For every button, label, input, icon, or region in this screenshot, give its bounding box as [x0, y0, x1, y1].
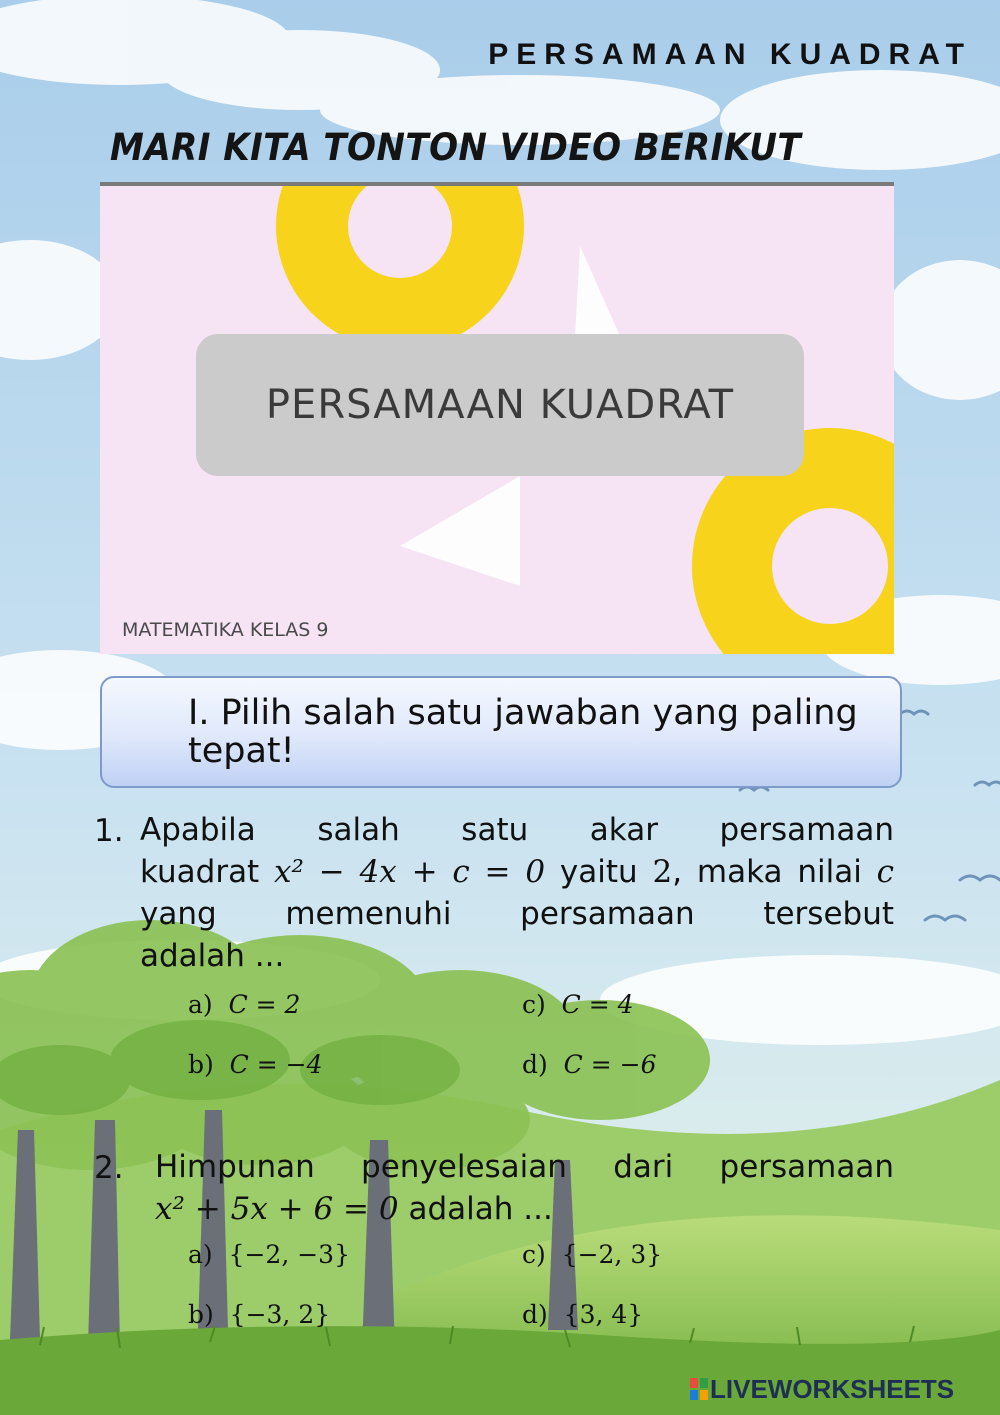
footer-brand-text: LIVEWORKSHEETS [710, 1374, 955, 1404]
video-subtitle: MATEMATIKA KELAS 9 [122, 619, 329, 641]
question-1-line-4: adalah ... [140, 938, 285, 974]
question-2-option-c[interactable] [522, 1240, 662, 1269]
option-text: C = −4 [229, 1050, 323, 1079]
question-1-option-b[interactable] [188, 1050, 323, 1079]
option-text: C = 4 [561, 990, 634, 1019]
question-2-option-d[interactable] [522, 1300, 643, 1329]
question-1-equation: x² − 4x + c = 0 [274, 854, 546, 890]
option-label: b) [188, 1050, 214, 1079]
question-1-line-2 [140, 851, 894, 893]
instruction-text: I. Pilih salah satu jawaban yang paling tepat! [188, 693, 858, 771]
question-1-word-maka: , maka nilai [672, 854, 862, 890]
footer-brand[interactable] [690, 1374, 954, 1405]
question-2-equation: x² + 5x + 6 = 0 [155, 1191, 399, 1227]
instruction-box [100, 676, 902, 788]
video-title-box [196, 334, 804, 476]
video-thumbnail[interactable] [100, 182, 894, 654]
option-text: {−2, −3} [228, 1240, 350, 1269]
question-2-text [155, 1146, 894, 1230]
option-label: a) [188, 1240, 213, 1269]
option-text: {3, 4} [563, 1300, 644, 1329]
question-1-line-1: Apabila salah satu akar persamaan [140, 812, 894, 848]
question-2-word-adalah: adalah ... [398, 1191, 553, 1227]
page-title: PERSAMAAN KUADRAT [488, 38, 972, 71]
option-text: C = 2 [228, 990, 301, 1019]
question-2-line-2 [155, 1188, 894, 1230]
option-text: {−2, 3} [561, 1240, 663, 1269]
option-label: a) [188, 990, 213, 1019]
question-1-option-d[interactable] [522, 1050, 657, 1079]
question-1-line-3: yang memenuhi persamaan tersebut [140, 896, 894, 932]
question-1-text [140, 809, 894, 977]
question-1-option-a[interactable] [188, 990, 300, 1019]
question-1-root-value: 2 [652, 854, 673, 890]
question-2-number: 2. [94, 1150, 124, 1186]
option-text: {−3, 2} [229, 1300, 331, 1329]
question-2-line-1: Himpunan penyelesaian dari persamaan [155, 1149, 894, 1185]
option-label: d) [522, 1050, 548, 1079]
option-text: C = −6 [563, 1050, 657, 1079]
liveworksheets-logo-icon [690, 1378, 708, 1400]
video-title: PERSAMAAN KUADRAT [265, 382, 735, 428]
question-1-variable: c [876, 854, 895, 890]
question-1-word-yaitu: yaitu [559, 854, 638, 890]
option-label: c) [522, 990, 546, 1019]
question-1-number: 1. [94, 813, 124, 849]
question-1-option-c[interactable] [522, 990, 634, 1019]
option-label: b) [188, 1300, 214, 1329]
option-label: c) [522, 1240, 546, 1269]
question-2-option-a[interactable] [188, 1240, 350, 1269]
question-2-option-b[interactable] [188, 1300, 330, 1329]
section-heading: MARI KITA TONTON VIDEO BERIKUT [110, 126, 802, 169]
option-label: d) [522, 1300, 548, 1329]
question-1-word-kuadrat: kuadrat [140, 854, 260, 890]
